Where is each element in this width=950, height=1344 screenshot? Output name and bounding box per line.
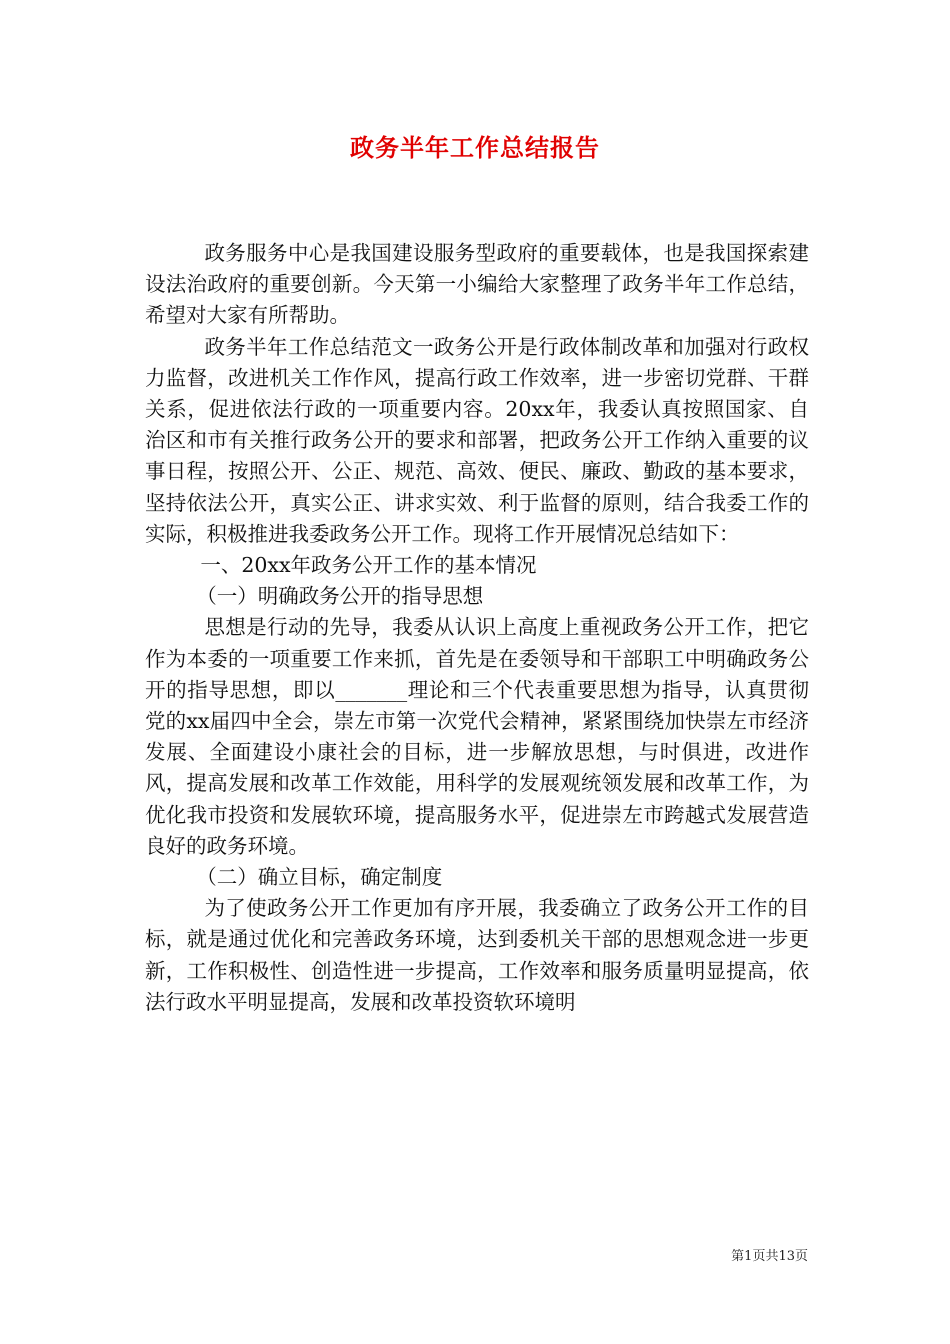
paragraph-guiding-thought: 思想是行动的先导，我委从认识上高度上重视政务公开工作，把它作为本委的一项重要工作来抓，首先是在委领导和干部职工中明确政务公开的指导思想，即以_______理论和三个代表重要思想为指导，认真贯彻党的xx届四中全会，崇左市第一次党代会精神，紧紧围绕加快崇左市经济发展、全面建设小康社会的目标，进一步解放思想，与时俱进，改进作风，提高发展和改革工作效能，用科学的发展观统领发展和改革工作，为优化我市投资和发展软环境，提高服务水平，促进崇左市跨越式发展营造良好的政务环境。 <box>145 615 809 858</box>
section-heading: 一、20xx年政务公开工作的基本情况 <box>200 553 537 578</box>
subsection-heading: （二）确立目标，确定制度 <box>196 865 443 890</box>
document-body <box>145 238 809 1018</box>
document-title: 政务半年工作总结报告 <box>350 133 600 162</box>
paragraph-summary: 政务半年工作总结范文一政务公开是行政体制改革和加强对行政权力监督，改进机关工作作风，提高行政工作效率，进一步密切党群、干群关系，促进依法行政的一项重要内容。20xx年，我委认真按照国家、自治区和市有关推行政务公开的要求和部署，把政务公开工作纳入重要的议事日程，按照公开、公正、规范、高效、便民、廉政、勤政的基本要求，坚持依法公开，真实公正、讲求实效、利于监督的原则，结合我委工作的实际，积极推进我委政务公开工作。现将工作开展情况总结如下： <box>145 334 809 546</box>
paragraph-intro: 政务服务中心是我国建设服务型政府的重要载体，也是我国探索建设法治政府的重要创新。今天第一小编给大家整理了政务半年工作总结，希望对大家有所帮助。 <box>145 241 809 328</box>
subsection-heading: （一）明确政务公开的指导思想 <box>196 584 484 609</box>
paragraph-goals: 为了使政务公开工作更加有序开展，我委确立了政务公开工作的目标，就是通过优化和完善政务环境，达到委机关干部的思想观念进一步更新，工作积极性、创造性进一步提高，工作效率和服务质量明显提高，依法行政水平明显提高，发展和改革投资软环境明 <box>145 896 809 1014</box>
page-number: 第1页共13页 <box>731 1249 808 1264</box>
